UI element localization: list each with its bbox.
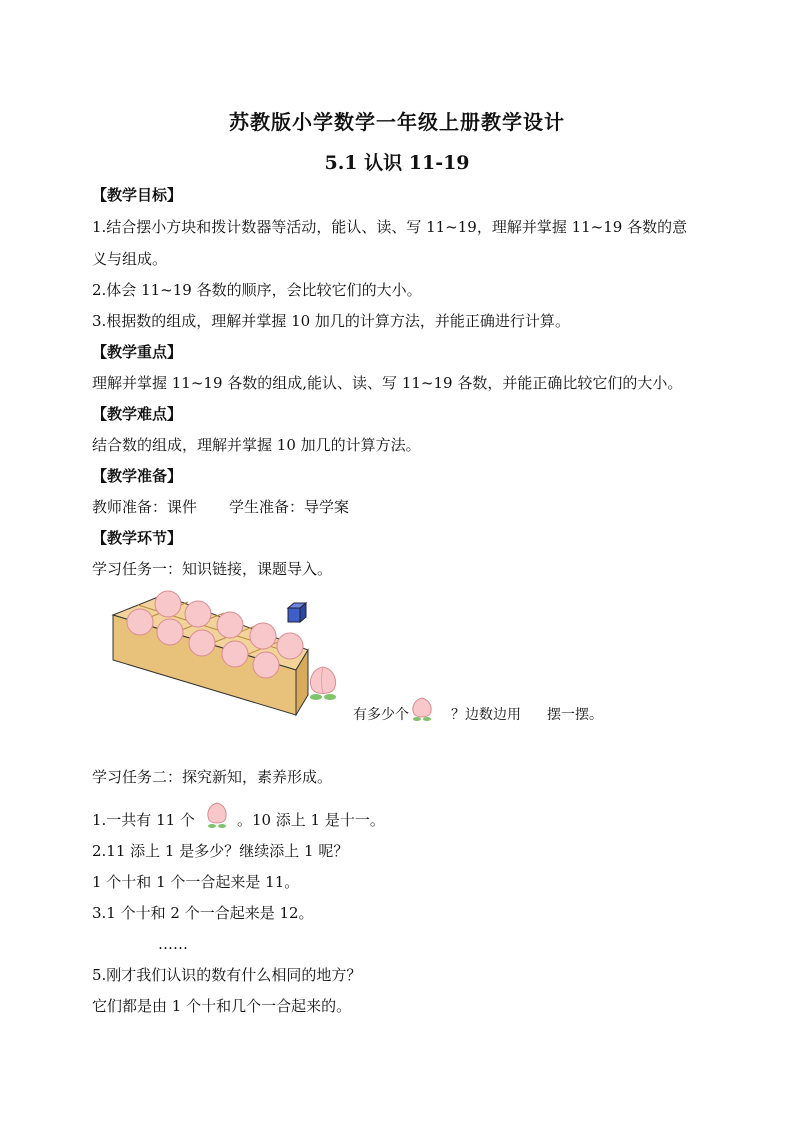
goal-1: 1.结合摆小方块和拨计数器等活动，能认、读、写 11~19，理解并掌握 11~19 各数的意 — [92, 218, 688, 236]
key-points-heading: 【教学重点】 — [92, 343, 183, 361]
conclusion: 它们都是由 1 个十和几个一合起来的。 — [92, 997, 352, 1015]
task2-heading: 学习任务二：探究新知，素养形成。 — [92, 768, 333, 786]
difficulties-heading: 【教学难点】 — [92, 405, 183, 423]
task1-heading: 学习任务一：知识链接，课题导入。 — [92, 560, 333, 578]
peach-icon — [155, 591, 181, 617]
difficulties-text: 结合数的组成，理解并掌握 10 加几的计算方法。 — [92, 436, 421, 454]
peach-icon — [306, 663, 340, 701]
step-2: 2.11 添上 1 是多少？继续添上 1 呢？ — [92, 842, 349, 860]
peach-icon — [185, 601, 211, 627]
goal-3: 3.根据数的组成，理解并掌握 10 加几的计算方法，并能正确进行计算。 — [92, 312, 570, 330]
teacher-preparation: 教师准备：课件 — [92, 498, 198, 516]
task1-caption — [353, 705, 603, 725]
student-preparation: 学生准备：导学案 — [229, 498, 350, 516]
cube-icon — [286, 601, 308, 625]
caption-c: 摆一摆。 — [547, 707, 603, 723]
peach-icon — [203, 800, 231, 828]
peach-icon — [222, 641, 248, 667]
step-1-a: 1.一共有 11 个 — [92, 811, 195, 829]
peach-icon — [277, 633, 303, 659]
preparation-line — [92, 497, 349, 517]
step-1 — [92, 810, 385, 830]
peach-icon — [253, 652, 279, 678]
doc-title: 苏教版小学数学一年级上册教学设计 — [229, 110, 565, 134]
step-3: 3.1 个十和 2 个一合起来是 12。 — [92, 904, 314, 922]
goals-heading: 【教学目标】 — [92, 186, 183, 204]
step-2-answer: 1 个十和 1 个一合起来是 11。 — [92, 873, 300, 891]
doc-subtitle: 5.1 认识 11-19 — [324, 152, 470, 174]
preparation-heading: 【教学准备】 — [92, 467, 183, 485]
caption-a: 有多少个 — [353, 707, 409, 723]
peach-icon — [127, 609, 153, 635]
peach-icon — [217, 612, 243, 638]
process-heading: 【教学环节】 — [92, 529, 183, 547]
ellipsis: …… — [158, 935, 188, 953]
goal-2: 2.体会 11~19 各数的顺序，会比较它们的大小。 — [92, 281, 422, 299]
peach-icon — [250, 623, 276, 649]
peach-icon — [157, 619, 183, 645]
caption-b: ？边数边用 — [451, 707, 521, 723]
step-5: 5.刚才我们认识的数有什么相同的地方？ — [92, 966, 362, 984]
step-1-b: 。10 添上 1 是十一。 — [236, 811, 385, 829]
peach-icon — [409, 695, 435, 721]
goal-1-cont: 义与组成。 — [92, 250, 168, 268]
key-points-text: 理解并掌握 11~19 各数的组成,能认、读、写 11~19 各数，并能正确比较它们的大小。 — [92, 374, 683, 392]
peach-icon — [189, 630, 215, 656]
